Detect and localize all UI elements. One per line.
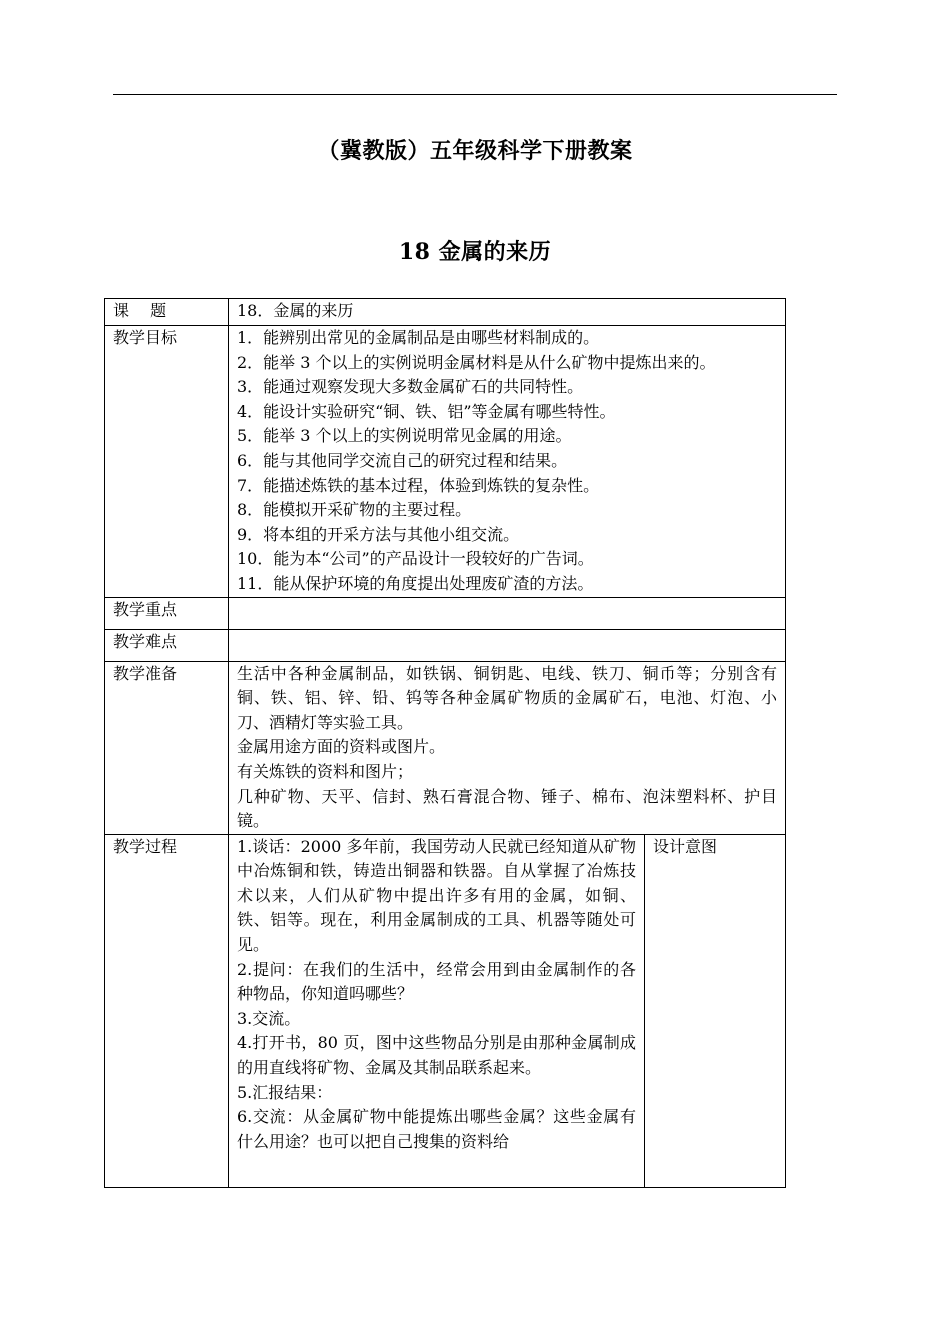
lesson-plan-table bbox=[104, 298, 786, 1188]
process-label: 教学过程 bbox=[105, 834, 229, 1187]
objective-item: 11．能从保护环境的角度提出处理废矿渣的方法。 bbox=[237, 573, 594, 593]
objectives-list bbox=[229, 326, 786, 598]
difficulties-label: 教学难点 bbox=[105, 629, 229, 661]
process-step: 3.交流。 bbox=[237, 1008, 301, 1028]
objectives-label: 教学目标 bbox=[105, 326, 229, 598]
process-text bbox=[229, 834, 645, 1187]
process-step: 5.汇报结果： bbox=[237, 1082, 333, 1102]
key-points-row bbox=[105, 597, 786, 629]
preparation-paragraph: 金属用途方面的资料或图片。 bbox=[237, 737, 446, 757]
objective-item: 9．将本组的开采方法与其他小组交流。 bbox=[237, 524, 520, 544]
preparation-paragraph: 生活中各种金属制品，如铁锅、铜钥匙、电线、铁刀、铜币等；分别含有铜、铁、铝、锌、铅、钨等各种金属矿物质的金属矿石，电池、灯泡、小刀、酒精灯等实验工具。 bbox=[237, 663, 777, 732]
key-points-value bbox=[229, 597, 786, 629]
topic-row bbox=[105, 299, 786, 326]
process-step: 4.打开书，80 页，图中这些物品分别是由那种金属制成的用直线将矿物、金属及其制品联系起来。 bbox=[237, 1033, 636, 1078]
process-step: 6.交流：从金属矿物中能提炼出哪些金属？这些金属有什么用途？也可以把自己搜集的资料给 bbox=[237, 1107, 636, 1151]
process-step: 1.谈话：2000 多年前，我国劳动人民就已经知道从矿物中冶炼铜和铁，铸造出铜器和铁器。自从掌握了冶炼技术以来，人们从矿物中提出许多有用的金属，如铜、铁、铝等。现在，利用金属制成的工具、机器等随处可见。 bbox=[237, 836, 636, 955]
header-rule bbox=[113, 94, 837, 95]
preparation-paragraph: 有关炼铁的资料和图片； bbox=[237, 761, 414, 781]
key-points-label: 教学重点 bbox=[105, 597, 229, 629]
objective-item: 4．能设计实验研究“铜、铁、铝”等金属有哪些特性。 bbox=[237, 401, 616, 421]
topic-label: 课 题 bbox=[105, 299, 229, 326]
preparation-text bbox=[229, 661, 786, 834]
document-title: （冀教版）五年级科学下册教案 bbox=[317, 138, 633, 164]
difficulties-value bbox=[229, 629, 786, 661]
process-row bbox=[105, 834, 786, 1187]
objective-item: 7．能描述炼铁的基本过程，体验到炼铁的复杂性。 bbox=[237, 475, 600, 495]
difficulties-row bbox=[105, 629, 786, 661]
objective-item: 6．能与其他同学交流自己的研究过程和结果。 bbox=[237, 450, 568, 470]
preparation-paragraph: 几种矿物、天平、信封、熟石膏混合物、锤子、棉布、泡沫塑料杯、护目镜。 bbox=[237, 786, 777, 831]
objective-item: 10．能为本“公司”的产品设计一段较好的广告词。 bbox=[237, 549, 594, 569]
objective-item: 2．能举 3 个以上的实例说明金属材料是从什么矿物中提炼出来的。 bbox=[237, 352, 716, 372]
preparation-label: 教学准备 bbox=[105, 661, 229, 834]
lesson-title: 18 金属的来历 bbox=[398, 239, 552, 265]
topic-value: 18．金属的来历 bbox=[229, 299, 786, 326]
design-intent-label: 设计意图 bbox=[645, 834, 786, 1187]
objective-item: 1．能辨别出常见的金属制品是由哪些材料制成的。 bbox=[237, 328, 600, 347]
process-step: 2.提问：在我们的生活中，经常会用到由金属制作的各种物品，你知道吗哪些？ bbox=[237, 959, 636, 1004]
objective-item: 3．能通过观察发现大多数金属矿石的共同特性。 bbox=[237, 377, 584, 397]
objective-item: 8．能模拟开采矿物的主要过程。 bbox=[237, 500, 472, 520]
objectives-row bbox=[105, 326, 786, 598]
preparation-row bbox=[105, 661, 786, 834]
objective-item: 5．能举 3 个以上的实例说明常见金属的用途。 bbox=[237, 426, 572, 446]
